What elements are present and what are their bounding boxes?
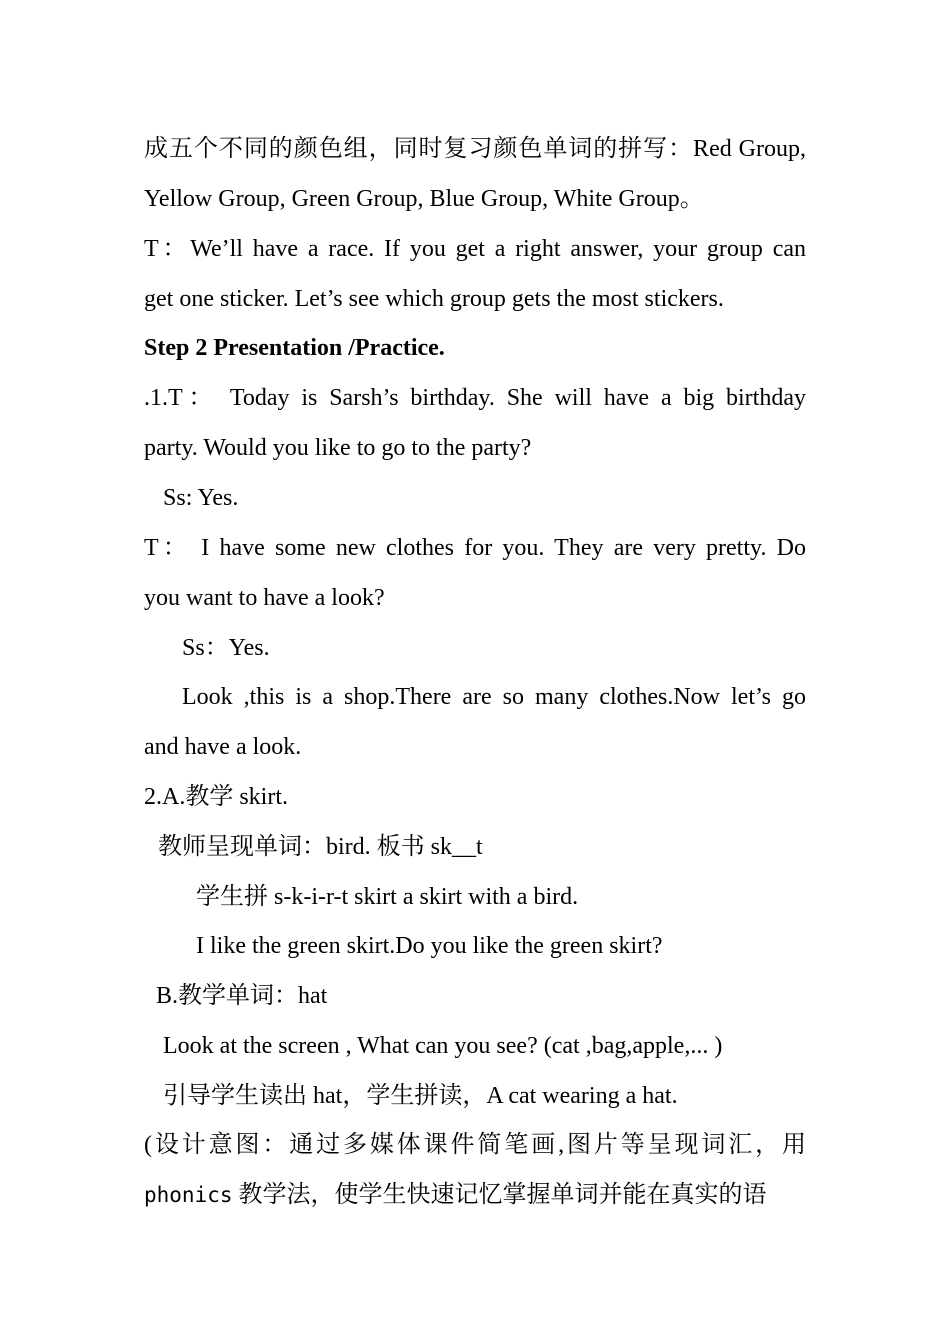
paragraph-line xyxy=(144,1170,806,1220)
mono-word: phonics xyxy=(144,1183,233,1207)
paragraph-line: you want to have a look? xyxy=(144,585,385,611)
paragraph-line: Ss：Yes. xyxy=(182,635,270,661)
paragraph-line: get one sticker. Let’s see which group gets the most stickers. xyxy=(144,286,724,312)
paragraph-line: Ss: Yes. xyxy=(163,485,239,511)
paragraph-line: B.教学单词：hat xyxy=(156,983,328,1009)
paragraph-line: .1.T： Today is Sarsh’s birthday. She will have a big birthday xyxy=(144,385,806,411)
paragraph-line: Look ,this is a shop.There are so many clothes.Now let’s go xyxy=(182,684,806,710)
paragraph-line: 2.A.教学 skirt. xyxy=(144,784,288,810)
paragraph-line: (设计意图：通过多媒体课件简笔画,图片等呈现词汇，用 xyxy=(144,1132,806,1158)
section-heading: Step 2 Presentation /Practice. xyxy=(144,335,445,361)
paragraph-line: T： I have some new clothes for you. They are very pretty. Do xyxy=(144,535,806,561)
paragraph-line: 学生拼 s-k-i-r-t skirt a skirt with a bird. xyxy=(196,884,579,910)
paragraph-line: Yellow Group, Green Group, Blue Group, White Group。 xyxy=(144,186,704,212)
line-text: 教学法，使学生快速记忆掌握单词并能在真实的语 xyxy=(232,1182,767,1208)
paragraph-line: 引导学生读出 hat，学生拼读，A cat wearing a hat. xyxy=(163,1083,678,1109)
paragraph-line: and have a look. xyxy=(144,734,302,760)
paragraph-line: T：We’ll have a race. If you get a right answer, your group can xyxy=(144,236,806,262)
paragraph-line: 成五个不同的颜色组，同时复习颜色单词的拼写：Red Group, xyxy=(144,136,806,162)
paragraph-line: Look at the screen , What can you see? (cat ,bag,apple,... ) xyxy=(163,1033,723,1059)
paragraph-line: 教师呈现单词：bird. 板书 sk__t xyxy=(158,834,483,860)
paragraph-line: I like the green skirt.Do you like the green skirt? xyxy=(196,933,663,959)
paragraph-line: party. Would you like to go to the party? xyxy=(144,435,532,461)
